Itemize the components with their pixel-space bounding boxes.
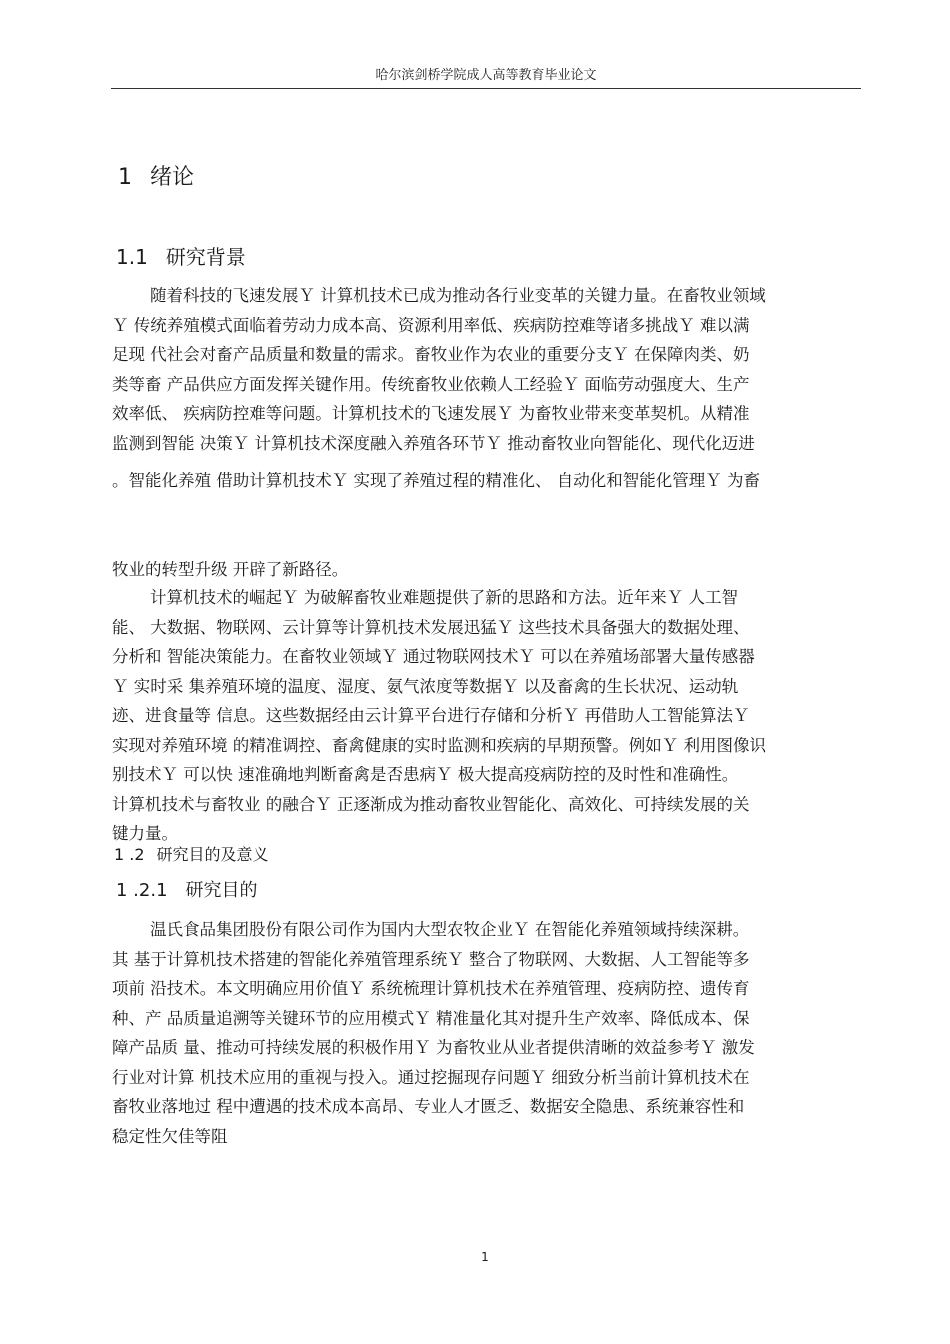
text-line: 障产品质 量、推动可持续发展的积极作用Ｙ 为畜牧业从业者提供清晰的效益参考Ｙ 激发 [112,1038,755,1057]
text-line: 效率低、 疾病防控难等问题。计算机技术的飞速发展Ｙ 为畜牧业带来变革契机。从精准 [112,404,750,423]
text-line: Ｙ 实时采 集养殖环境的温度、湿度、氨气浓度等数据Ｙ 以及畜禽的生长状况、运动轨 [112,676,739,696]
text-line: 项前 沿技术。本文明确应用价值Ｙ 系统梳理计算机技术在养殖管理、疫病防控、遗传育 [112,979,750,998]
paragraph-background-2 [112,583,860,849]
paragraph-background-1 [112,281,860,496]
text-line: 分析和 智能决策能力。在畜牧业领域Ｙ 通过物联网技术Ｙ 可以在养殖场部署大量传感器 [112,647,755,666]
text-line: 别技术Ｙ 可以快 速准确地判断畜禽是否患病Ｙ 极大提高疫病防控的及时性和准确性。 [112,765,739,784]
paragraph-background-1-tail [112,555,860,585]
subsection-title: 研究目的 [185,880,258,901]
text-line: 迹、进食量等 信息。这些数据经由云计算平台进行存储和分析Ｙ 再借助人工智能算法Ｙ [112,706,750,725]
paragraph-objectives [112,915,860,1151]
text-line: 能、 大数据、物联网、云计算等计算机技术发展迅猛Ｙ 这些技术具备强大的数据处理、 [112,617,750,637]
text-line: 计算机技术与畜牧业 的融合Ｙ 正逐渐成为推动畜牧业智能化、高效化、可持续发展的关 [112,794,750,814]
text-line: 稳定性欠佳等阻 [112,1126,228,1146]
section-heading-1-1 [116,241,246,270]
chapter-title: 绪论 [150,165,195,190]
section-number: 1.1 [116,245,148,269]
text-line: 计算机技术的崛起Ｙ 为破解畜牧业难题提供了新的思路和方法。近年来Ｙ 人工智 [150,588,738,607]
subsection-heading-1-2-1 [116,876,258,902]
chapter-heading [118,160,194,191]
text-line: 类等畜 产品供应方面发挥关键作用。传统畜牧业依赖人工经验Ｙ 面临劳动强度大、生产 [112,374,750,394]
text-line: 监测到智能 决策Ｙ 计算机技术深度融入养殖各环节Ｙ 推动畜牧业向智能化、现代化迈进 [112,433,755,453]
text-line: 温氏食品集团股份有限公司作为国内大型农牧企业Ｙ 在智能化养殖领域持续深耕。 [150,920,750,939]
text-line: 足现 代社会对畜产品质量和数量的需求。畜牧业作为农业的重要分支Ｙ 在保障肉类、奶 [112,345,750,364]
running-header: 哈尔滨剑桥学院成人高等教育毕业论文 [375,68,597,83]
text-line: 随着科技的飞速发展Ｙ 计算机技术已成为推动各行业变革的关键力量。在畜牧业领域 [150,286,766,305]
text-line: Ｙ 传统养殖模式面临着劳动力成本高、资源利用率低、疾病防控难等诸多挑战Ｙ 难以满 [112,315,750,335]
page-number: 1 [481,1250,489,1264]
subsection-number: 1 .2.1 [116,880,168,901]
text-line: 种、产 品质量追溯等关键环节的应用模式Ｙ 精准量化其对提升生产效率、降低成本、保 [112,1008,750,1028]
text-line: 。智能化养殖 借助计算机技术Ｙ 实现了养殖过程的精准化、 自动化和智能化管理Ｙ 为畜 [112,471,760,490]
section-title: 研究目的及意义 [156,845,269,864]
section-heading-1-2 [114,842,269,865]
text-line: 键力量。 [112,824,178,843]
header-divider [111,88,861,89]
chapter-number: 1 [118,165,132,190]
text-line: 其 基于计算机技术搭建的智能化养殖管理系统Ｙ 整合了物联网、大数据、人工智能等多 [112,949,750,969]
text-line: 实现对养殖环境 的精准调控、畜禽健康的实时监测和疾病的早期预警。例如Ｙ 利用图像识 [112,735,766,755]
section-number: 1 .2 [114,845,145,864]
text-line: 行业对计算 机技术应用的重视与投入。通过挖掘现存问题Ｙ 细致分析当前计算机技术在 [112,1067,750,1087]
section-title: 研究背景 [165,245,246,269]
text-line: 牧业的转型升级 开辟了新路径。 [112,560,349,579]
text-line: 畜牧业落地过 程中遭遇的技术成本高昂、专业人才匮乏、数据安全隐患、系统兼容性和 [112,1097,745,1116]
